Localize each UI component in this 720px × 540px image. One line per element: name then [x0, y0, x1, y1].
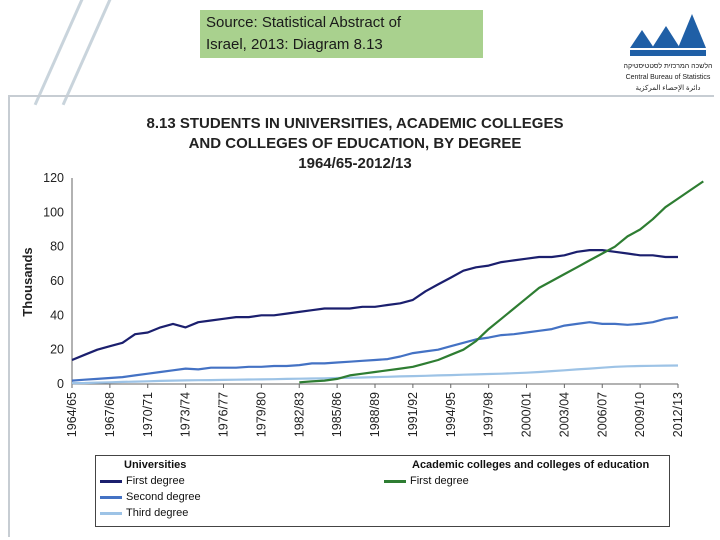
y-tick-label: 40 [50, 308, 64, 323]
legend-label: First degree [410, 475, 469, 487]
legend-item-college-first [384, 475, 469, 487]
legend-swatch [100, 496, 122, 499]
legend-group-title-colleges: Academic colleges and colleges of education [412, 459, 650, 471]
legend-item-univ-third [100, 507, 188, 519]
x-tick-label: 1967/68 [102, 392, 117, 438]
chart-title-line-3: 1964/65-2012/13 [298, 155, 412, 172]
x-tick-label: 1973/74 [178, 392, 193, 438]
x-tick-label: 1976/77 [216, 392, 231, 438]
x-tick-label: 2012/13 [671, 392, 685, 438]
x-tick-label: 1988/89 [368, 392, 382, 438]
x-tick-label: 1994/95 [443, 392, 458, 438]
y-tick-label: 120 [43, 171, 64, 185]
x-tick-label: 2006/07 [595, 392, 610, 438]
legend-item-univ-second [100, 491, 201, 503]
x-tick-label: 2000/01 [519, 392, 534, 438]
logo-english-text: Central Bureau of Statistics [625, 74, 711, 81]
legend-item-univ-first [100, 475, 185, 487]
y-tick-label: 0 [57, 377, 64, 391]
x-tick-label: 1991/92 [405, 392, 420, 438]
chart-title-line-2: AND COLLEGES OF EDUCATION, BY DEGREE [188, 135, 522, 152]
y-tick-label: 60 [50, 274, 64, 288]
source-note-line-2: Israel, 2013: Diagram 8.13 [206, 36, 383, 53]
x-tick-label: 1970/71 [140, 392, 155, 438]
y-tick-label: 80 [50, 239, 64, 254]
x-tick-label: 1982/83 [292, 392, 307, 438]
chart-legend [95, 455, 670, 527]
legend-swatch [100, 512, 122, 515]
y-tick-labels [43, 171, 64, 391]
legend-swatch [100, 480, 122, 483]
x-tick-label: 1979/80 [254, 392, 269, 438]
logo-hebrew-text: הלשכה המרכזית לסטטיסטיקה [623, 63, 713, 70]
y-tick-label: 20 [50, 342, 64, 357]
chart-title-line-1: 8.13 STUDENTS IN UNIVERSITIES, ACADEMIC COLLEGES [146, 115, 564, 132]
x-tick-label: 1985/86 [330, 392, 345, 438]
series-line-2 [72, 366, 678, 384]
series-line-3 [299, 181, 703, 382]
y-axis-label: Thousands [20, 247, 35, 317]
series-line-0 [72, 250, 678, 360]
x-tick-label: 1964/65 [65, 392, 79, 438]
source-note-line-1: Source: Statistical Abstract of [206, 14, 402, 31]
legend-swatch [384, 480, 406, 483]
y-tick-label: 100 [43, 205, 64, 220]
x-tick-label: 2009/10 [633, 392, 648, 438]
legend-label: Third degree [126, 507, 189, 519]
x-tick-label: 1997/98 [481, 392, 496, 438]
x-tick-label: 2003/04 [557, 392, 572, 438]
legend-group-title-universities: Universities [124, 459, 187, 471]
legend-label: First degree [126, 475, 185, 487]
series-lines [72, 181, 703, 383]
logo-arabic-text: دائرة الإحصاء المركزية [635, 85, 701, 92]
legend-label: Second degree [126, 491, 201, 503]
x-tick-labels [65, 384, 685, 437]
